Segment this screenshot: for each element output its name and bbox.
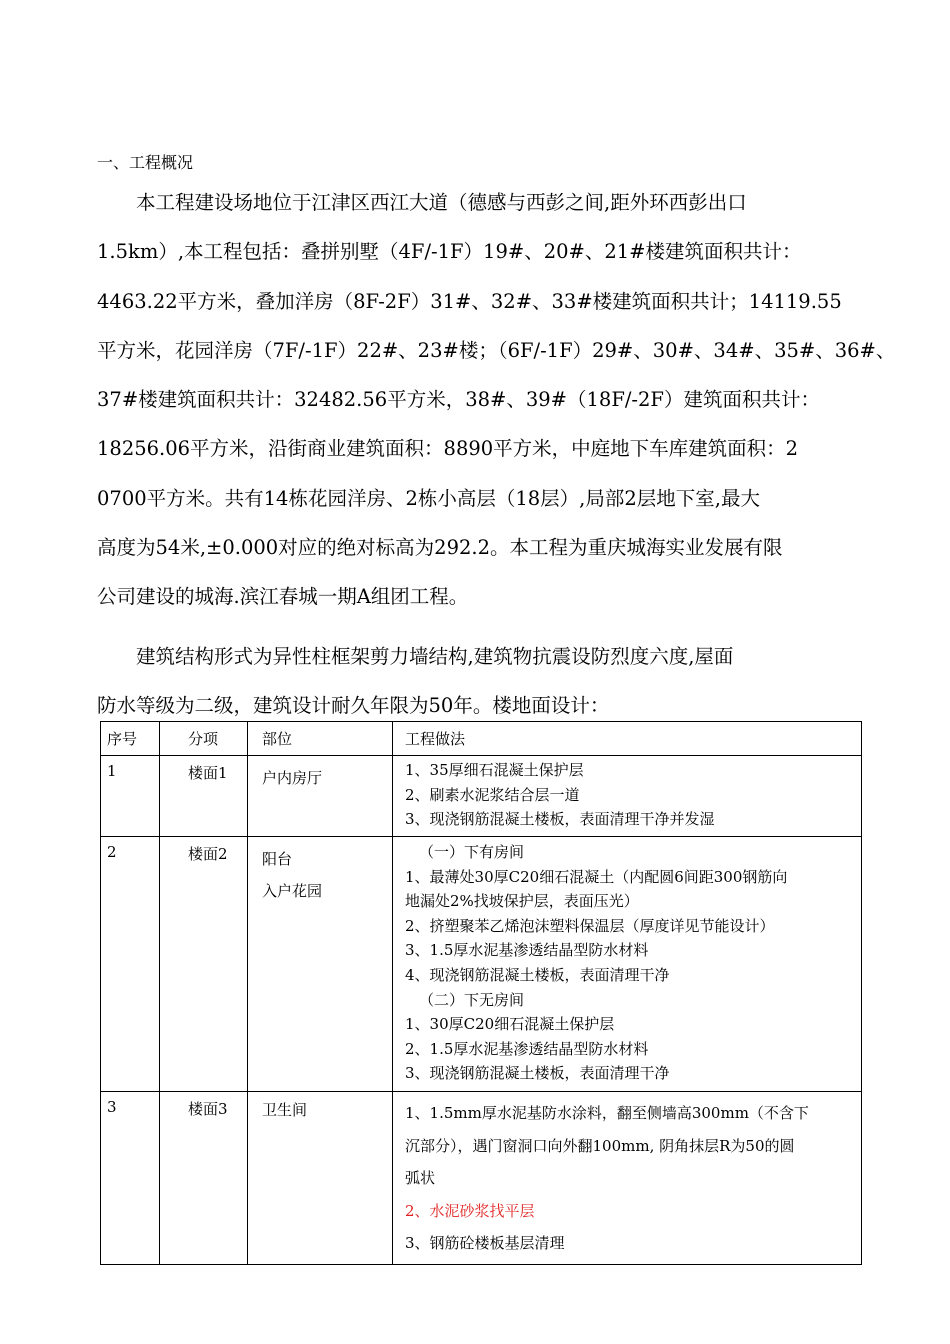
paragraph-line: 高度为54米,±0.000对应的绝对标高为292.2。本工程为重庆城海实业发展有限 [97,536,783,560]
paragraph-line: 0700平方米。共有14栋花园洋房、2栋小高层（18层）,局部2层地下室,最大 [97,486,760,510]
table-header-row [101,722,862,756]
method-line: 1、30厚C20细石混凝土保护层 [405,1015,615,1034]
cell-no: 1 [101,756,160,837]
cell-method [393,837,862,1092]
location-line: 阳台 [262,850,293,868]
cell-item: 楼面1 [160,756,248,837]
header-item: 分项 [160,722,248,756]
cell-item: 楼面2 [160,837,248,1092]
method-line: 1、最薄处30厚C20细石混凝土（内配圆6间距300钢筋向 [405,867,788,886]
method-line: 2、挤塑聚苯乙烯泡沫塑料保温层（厚度详见节能设计） [405,916,775,935]
method-line: 3、现浇钢筋混凝土楼板，表面清理干净 [405,1064,670,1083]
section-heading: 一、工程概况 [97,153,194,172]
cell-location [248,756,393,837]
cell-location [248,1092,393,1265]
floor-spec-table [100,721,862,1265]
cell-no: 3 [101,1092,160,1265]
cell-method [393,1092,862,1265]
paragraph-line: 37#楼建筑面积共计：32482.56平方米，38#、39#（18F/-2F）建筑面积共计： [97,388,820,412]
method-line: 1、35厚细石混凝土保护层 [405,761,584,779]
location-line: 户内房厅 [262,769,323,787]
cell-method [393,756,862,837]
method-line: 3、现浇钢筋混凝土楼板，表面清理干净并发湿 [405,810,715,829]
method-line: 2、刷素水泥浆结合层一道 [405,785,580,804]
method-line: （一）下有房间 [419,843,525,861]
method-line: 2、1.5厚水泥基渗透结晶型防水材料 [405,1039,649,1058]
paragraph-line: 建筑结构形式为异性柱框架剪力墙结构,建筑物抗震设防烈度六度,屋面 [97,645,734,668]
header-method: 工程做法 [393,722,862,756]
header-no: 序号 [101,722,160,756]
structure-paragraph [97,632,733,731]
header-location: 部位 [248,722,393,756]
method-line-highlighted: 2、水泥砂浆找平层 [405,1201,535,1220]
paragraph-line: 防水等级为二级，建筑设计耐久年限为50年。楼地面设计： [97,694,610,718]
paragraph-line: 1.5km）,本工程包括：叠拼别墅（4F/-1F）19#、20#、21#楼建筑面积共计： [97,240,802,264]
location-line: 入户花园 [262,882,323,900]
paragraph-line: 18256.06平方米，沿街商业建筑面积：8890平方米，中庭地下车库建筑面积：2 [97,437,799,461]
method-line: 3、1.5厚水泥基渗透结晶型防水材料 [405,941,649,960]
cell-location [248,837,393,1092]
paragraph-line: 4463.22平方米，叠加洋房（8F-2F）31#、32#、33#楼建筑面积共计；14119.55 [97,289,842,313]
method-line: （二）下无房间 [419,990,525,1009]
method-line: 3、钢筋砼楼板基层清理 [405,1234,565,1253]
method-line: 弧状 [405,1169,436,1188]
location-line: 卫生间 [262,1101,308,1119]
overview-paragraph [97,178,895,622]
method-line: 沉部分），遇门窗洞口向外翻100mm, 阴角抹层R为50的圆 [405,1136,795,1155]
paragraph-line: 公司建设的城海.滨江春城一期A组团工程。 [97,585,469,609]
cell-no: 2 [101,837,160,1092]
paragraph-line: 平方米，花园洋房（7F/-1F）22#、23#楼；（6F/-1F）29#、30#、34#、35#、36#、 [97,338,896,362]
method-line: 1、1.5mm厚水泥基防水涂料，翻至侧墙高300mm（不含下 [405,1104,809,1122]
paragraph-line: 本工程建设场地位于江津区西江大道（德感与西彭之间,距外环西彭出口 [97,191,747,214]
method-line: 地漏处2%找坡保护层，表面压光） [405,892,639,911]
table-row [101,837,862,1092]
table-row [101,756,862,837]
table-row [101,1092,862,1265]
method-line: 4、现浇钢筋混凝土楼板，表面清理干净 [405,965,670,984]
cell-item: 楼面3 [160,1092,248,1265]
